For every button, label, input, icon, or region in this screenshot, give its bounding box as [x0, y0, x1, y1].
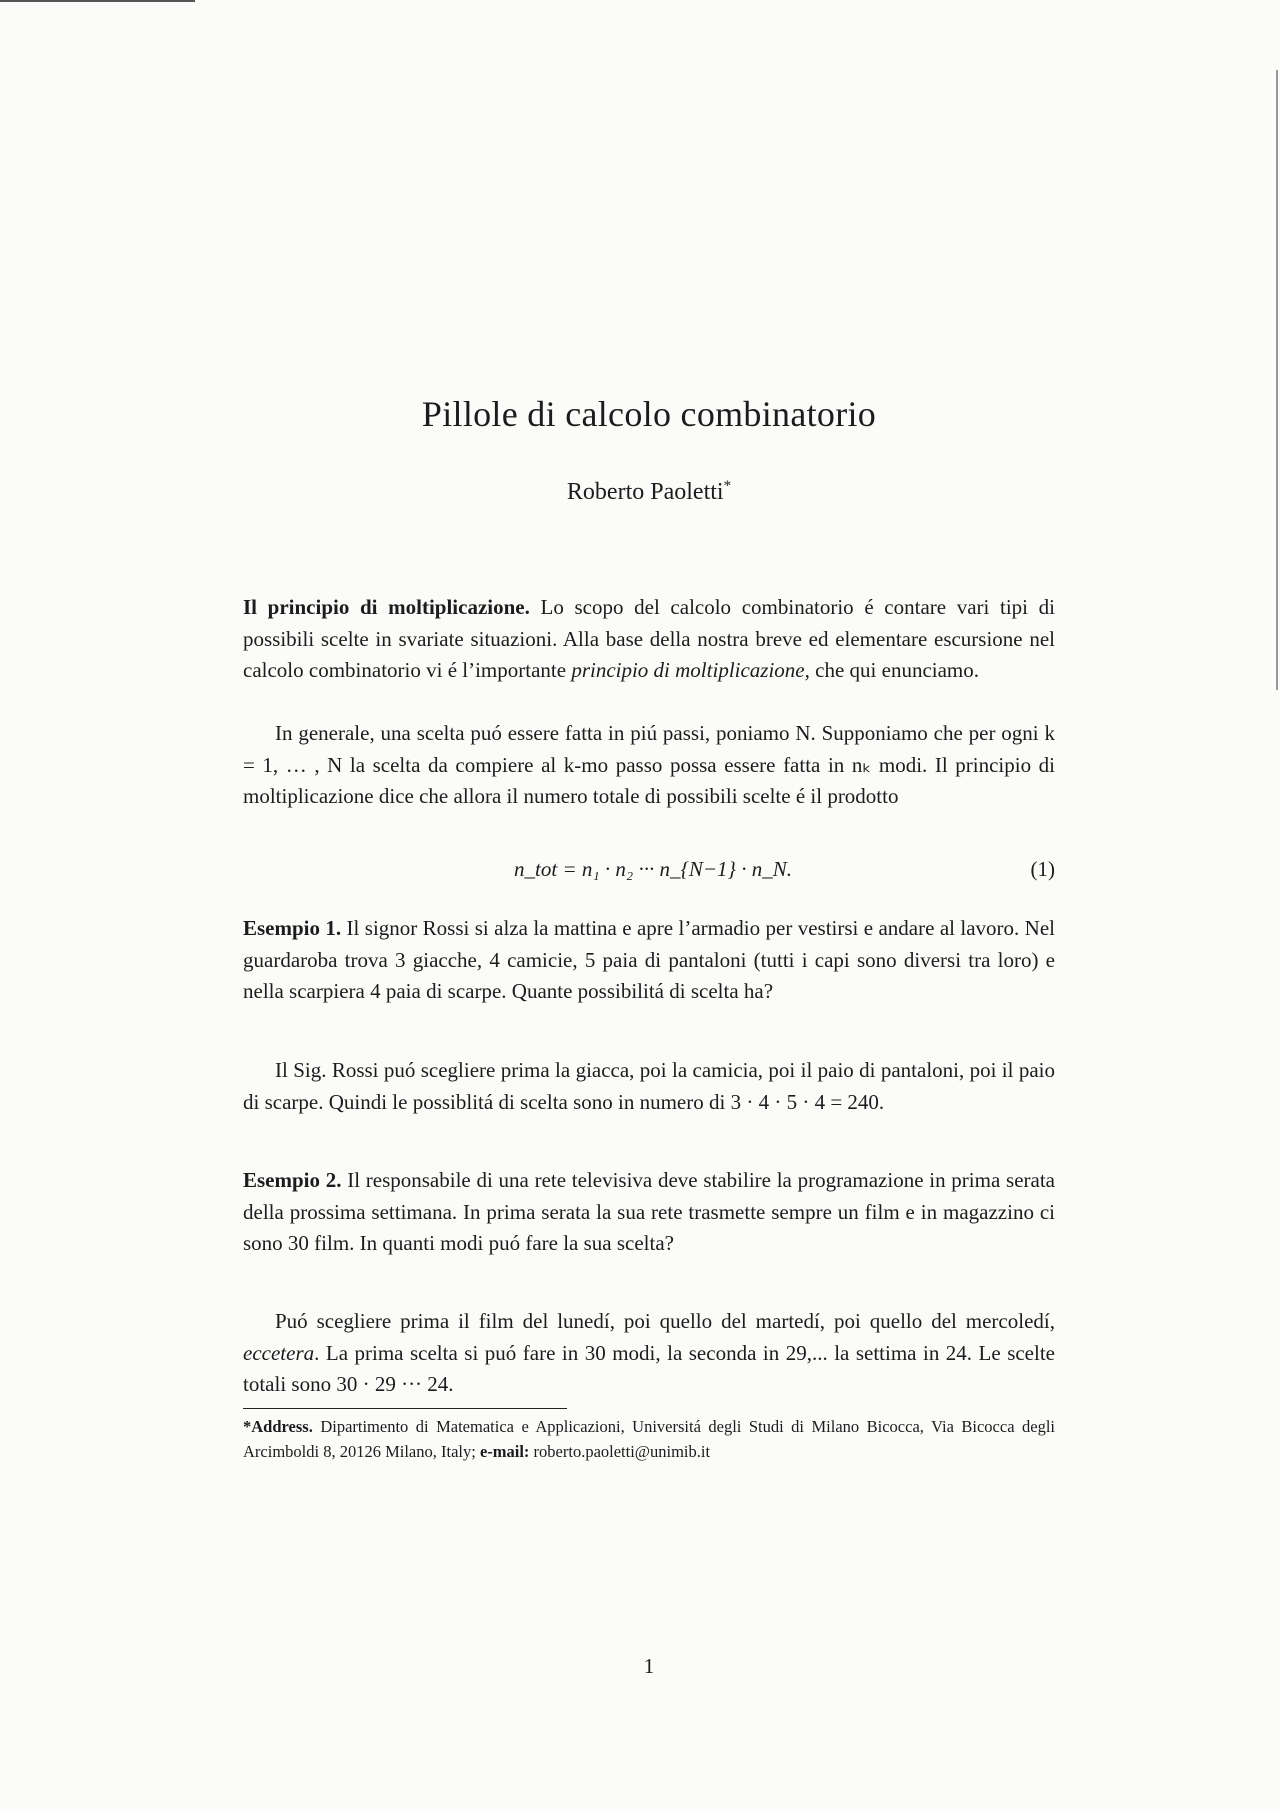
footnote-email-label: e-mail:	[479, 1442, 530, 1461]
equation-number: (1)	[1030, 857, 1055, 881]
footnote	[243, 1414, 1055, 1464]
example-2-solution-a: Puó scegliere prima il film del lunedí, poi quello del martedí, poi quello del mercoledí,	[275, 1309, 1055, 1333]
principle-paragraph: In generale, una scelta puó essere fatta in piú passi, poniamo N. Supponiamo che per ogni k = 1, … , N la scelta da compiere al k-mo passo possa essere fatta in nₖ modi. Il principio di moltiplicazione dice che allora il numero totale di possibili scelte é il prodotto	[243, 721, 1055, 808]
example-1-solution: Il Sig. Rossi puó scegliere prima la giacca, poi la camicia, poi il paio di pantaloni, poi il paio di scarpe. Quindi le possiblitá di scelta sono in numero di 3 · 4 · 5 · 4 = 240.	[243, 1058, 1055, 1114]
scan-edge-right	[1276, 70, 1278, 690]
section-heading: Il principio di moltiplicazione.	[243, 595, 530, 619]
intro-text-1: Lo scopo del calcolo combinatorio é contare vari tipi di possibili scelte in svariate situazioni. Alla base della nostra breve ed elementare escursione nel calcolo combinatorio vi é l’importante	[243, 595, 1055, 682]
example-2-solution	[243, 1306, 1055, 1401]
author-name: Roberto Paoletti	[566, 479, 724, 505]
page-number: 1	[643, 1654, 655, 1678]
footnote-label: *Address.	[243, 1417, 313, 1436]
example-1-label: Esempio 1.	[243, 916, 342, 940]
scan-edge-top	[0, 0, 195, 2]
equation-1	[243, 857, 1055, 891]
example-1-text: Il signor Rossi si alza la mattina e apre l’armadio per vestirsi e andare al lavoro. Nel guardaroba trova 3 giacche, 4 camicie, 5 paia di pantaloni (tutti i capi sono diversi tra loro) e nella scarpiera 4 paia di scarpe. Quante possibilitá di scelta ha?	[243, 916, 1055, 1003]
paper-title: Pillole di calcolo combinatorio	[421, 394, 877, 434]
intro-paragraph	[243, 592, 1055, 687]
author-footnote-mark: *	[723, 478, 732, 494]
footnote-address: Dipartimento di Matematica e Applicazioni, Universitá degli Studi di Milano Bicocca, Via Bicocca degli Arcimboldi 8, 20126 Milano, Italy;	[243, 1417, 1055, 1461]
example-1	[243, 913, 1055, 1008]
example-2-solution-b: . La prima scelta si puó fare in 30 modi, la seconda in 29,... la settima in 24. Le scelte totali sono 30 · 29 ··· 24.	[243, 1340, 1055, 1396]
footnote-email: roberto.paoletti@unimib.it	[529, 1442, 711, 1461]
footnote-rule	[243, 1408, 567, 1409]
equation-body: n_tot = n₁ · n₂ ··· n_{N−1} · n_N.	[514, 857, 792, 881]
intro-text-2: , che qui enunciamo.	[804, 658, 979, 682]
intro-emphasis: principio di moltiplicazione	[571, 658, 805, 682]
author-line	[243, 478, 1055, 506]
example-2-text: Il responsabile di una rete televisiva deve stabilire la programazione in prima serata della prossima settimana. In prima serata la sua rete trasmette sempre un film e in magazzino ci sono 30 film. In quanti modi puó fare la sua scelta?	[243, 1168, 1055, 1255]
example-2-label: Esempio 2.	[243, 1168, 342, 1192]
example-2	[243, 1165, 1055, 1260]
example-2-solution-emphasis: eccetera	[243, 1340, 315, 1365]
